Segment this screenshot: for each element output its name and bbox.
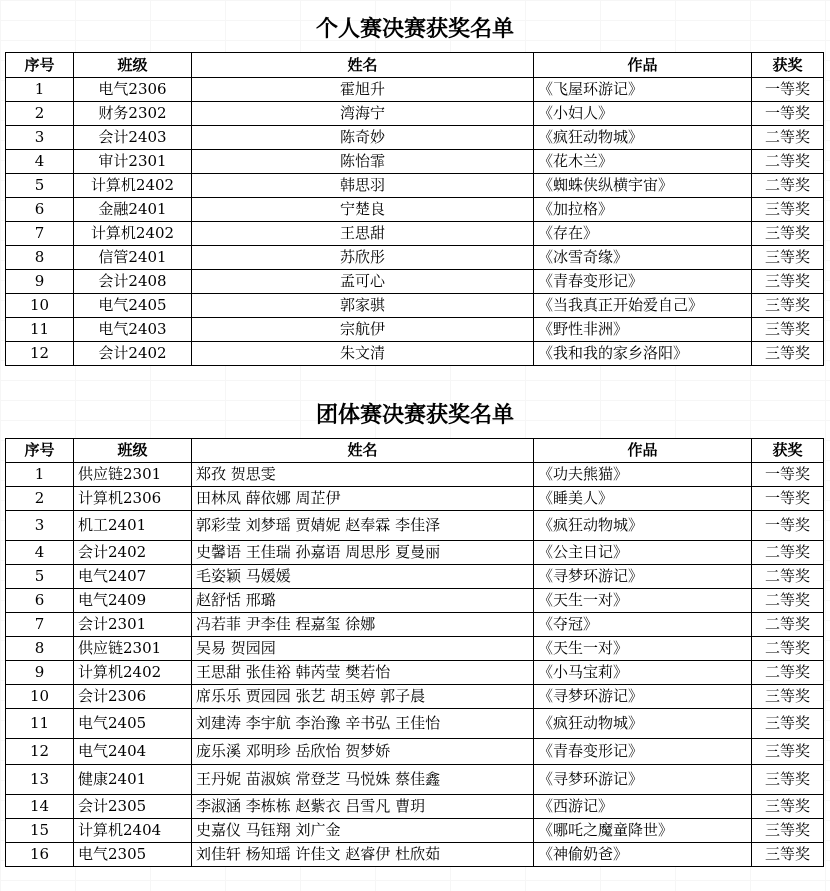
cell-name: 席乐乐 贾园园 张艺 胡玉婷 郭子晨 [192,685,534,709]
cell-index: 7 [6,613,74,637]
cell-award: 一等奖 [752,487,824,511]
cell-award: 三等奖 [752,222,824,246]
cell-name: 王丹妮 苗淑嫔 常登芝 马悦姝 蔡佳鑫 [192,765,534,795]
cell-award: 二等奖 [752,661,824,685]
table-row [6,246,824,270]
team-title: 团体赛决赛获奖名单 [315,403,514,428]
cell-name: 赵舒恬 邢璐 [192,589,534,613]
cell-work: 《夺冠》 [534,613,752,637]
cell-name: 史嘉仪 马钰翔 刘广金 [192,819,534,843]
table-row [6,709,824,739]
cell-class: 财务2302 [74,102,192,126]
cell-name: 庞乐溪 邓明珍 岳欣怡 贺梦娇 [192,739,534,765]
header-name: 姓名 [192,439,534,463]
table-row [6,685,824,709]
cell-index: 14 [6,795,74,819]
cell-award: 三等奖 [752,709,824,739]
cell-work: 《小妇人》 [534,102,752,126]
table-row [6,765,824,795]
header-row [6,53,824,78]
cell-name: 陈怡霏 [192,150,534,174]
cell-class: 审计2301 [74,150,192,174]
table-row [6,174,824,198]
cell-class: 计算机2402 [74,222,192,246]
cell-class: 信管2401 [74,246,192,270]
header-work: 作品 [534,53,752,78]
cell-work: 《野性非洲》 [534,318,752,342]
table-row [6,589,824,613]
cell-work: 《功夫熊猫》 [534,463,752,487]
cell-class: 会计2306 [74,685,192,709]
cell-index: 9 [6,661,74,685]
cell-index: 3 [6,511,74,541]
cell-index: 8 [6,637,74,661]
individual-award-table [5,52,824,366]
cell-index: 8 [6,246,74,270]
header-award: 获奖 [752,439,824,463]
cell-index: 7 [6,222,74,246]
cell-award: 三等奖 [752,246,824,270]
team-award-table [5,438,824,867]
cell-award: 二等奖 [752,637,824,661]
cell-class: 会计2402 [74,541,192,565]
cell-name: 郭彩莹 刘梦瑶 贾婧妮 赵奉霖 李佳泽 [192,511,534,541]
cell-award: 二等奖 [752,541,824,565]
cell-index: 12 [6,739,74,765]
cell-award: 二等奖 [752,565,824,589]
cell-work: 《疯狂动物城》 [534,709,752,739]
cell-name: 韩思羽 [192,174,534,198]
table-row [6,150,824,174]
cell-index: 12 [6,342,74,366]
cell-work: 《公主日记》 [534,541,752,565]
cell-class: 会计2402 [74,342,192,366]
cell-class: 机工2401 [74,511,192,541]
table-row [6,222,824,246]
cell-index: 13 [6,765,74,795]
table-row [6,541,824,565]
cell-index: 10 [6,294,74,318]
cell-index: 9 [6,270,74,294]
cell-index: 6 [6,589,74,613]
cell-index: 5 [6,565,74,589]
cell-award: 三等奖 [752,795,824,819]
cell-award: 一等奖 [752,511,824,541]
cell-class: 电气2407 [74,565,192,589]
cell-index: 16 [6,843,74,867]
cell-work: 《疯狂动物城》 [534,126,752,150]
table-row [6,463,824,487]
cell-name: 刘佳轩 杨知瑶 许佳文 赵睿伊 杜欣茹 [192,843,534,867]
cell-class: 会计2301 [74,613,192,637]
cell-award: 三等奖 [752,765,824,795]
cell-work: 《存在》 [534,222,752,246]
cell-class: 电气2404 [74,739,192,765]
cell-name: 朱文清 [192,342,534,366]
cell-award: 三等奖 [752,198,824,222]
cell-award: 二等奖 [752,126,824,150]
cell-work: 《我和我的家乡洛阳》 [534,342,752,366]
cell-name: 毛姿颖 马媛媛 [192,565,534,589]
cell-name: 田林凤 薛依娜 周芷伊 [192,487,534,511]
cell-class: 计算机2402 [74,661,192,685]
table-row [6,613,824,637]
cell-name: 冯若菲 尹李佳 程嘉玺 徐娜 [192,613,534,637]
cell-class: 计算机2306 [74,487,192,511]
cell-name: 孟可心 [192,270,534,294]
individual-title: 个人赛决赛获奖名单 [315,17,514,42]
cell-award: 三等奖 [752,270,824,294]
cell-class: 电气2409 [74,589,192,613]
table-row [6,198,824,222]
cell-award: 三等奖 [752,843,824,867]
cell-work: 《当我真正开始爱自己》 [534,294,752,318]
cell-class: 健康2401 [74,765,192,795]
cell-work: 《天生一对》 [534,637,752,661]
cell-name: 宗航伊 [192,318,534,342]
cell-index: 2 [6,487,74,511]
header-index: 序号 [6,53,74,78]
cell-work: 《寻梦环游记》 [534,685,752,709]
cell-class: 供应链2301 [74,463,192,487]
cell-award: 一等奖 [752,463,824,487]
cell-work: 《花木兰》 [534,150,752,174]
table-row [6,342,824,366]
table-row [6,78,824,102]
cell-class: 电气2403 [74,318,192,342]
cell-index: 2 [6,102,74,126]
cell-class: 电气2306 [74,78,192,102]
cell-award: 三等奖 [752,294,824,318]
header-index: 序号 [6,439,74,463]
cell-index: 15 [6,819,74,843]
cell-name: 苏欣彤 [192,246,534,270]
cell-index: 10 [6,685,74,709]
cell-index: 4 [6,541,74,565]
cell-index: 4 [6,150,74,174]
cell-class: 电气2405 [74,709,192,739]
cell-award: 二等奖 [752,589,824,613]
cell-work: 《哪吒之魔童降世》 [534,819,752,843]
cell-work: 《加拉格》 [534,198,752,222]
cell-class: 电气2305 [74,843,192,867]
header-class: 班级 [74,439,192,463]
cell-name: 王思甜 张佳裕 韩芮莹 樊若怡 [192,661,534,685]
cell-name: 郭家骐 [192,294,534,318]
cell-work: 《青春变形记》 [534,739,752,765]
cell-award: 三等奖 [752,739,824,765]
table-row [6,739,824,765]
cell-name: 刘建涛 李宇航 李治豫 辛书弘 王佳怡 [192,709,534,739]
cell-index: 6 [6,198,74,222]
header-award: 获奖 [752,53,824,78]
header-work: 作品 [534,439,752,463]
cell-name: 吴易 贺园园 [192,637,534,661]
cell-class: 会计2305 [74,795,192,819]
cell-award: 三等奖 [752,685,824,709]
cell-award: 一等奖 [752,102,824,126]
header-row [6,439,824,463]
cell-work: 《天生一对》 [534,589,752,613]
cell-name: 史馨语 王佳瑞 孙嘉语 周思彤 夏曼丽 [192,541,534,565]
table-row [6,795,824,819]
cell-work: 《小马宝莉》 [534,661,752,685]
cell-work: 《寻梦环游记》 [534,765,752,795]
cell-work: 《寻梦环游记》 [534,565,752,589]
cell-name: 湾海宁 [192,102,534,126]
cell-name: 陈奇妙 [192,126,534,150]
cell-award: 二等奖 [752,174,824,198]
cell-award: 二等奖 [752,150,824,174]
cell-award: 一等奖 [752,78,824,102]
table-row [6,511,824,541]
cell-name: 王思甜 [192,222,534,246]
cell-work: 《睡美人》 [534,487,752,511]
cell-class: 计算机2404 [74,819,192,843]
cell-index: 3 [6,126,74,150]
cell-work: 《疯狂动物城》 [534,511,752,541]
cell-name: 郑孜 贺思雯 [192,463,534,487]
table-row [6,565,824,589]
table-row [6,819,824,843]
cell-work: 《西游记》 [534,795,752,819]
cell-class: 金融2401 [74,198,192,222]
table-row [6,318,824,342]
cell-name: 霍旭升 [192,78,534,102]
cell-work: 《飞屋环游记》 [534,78,752,102]
cell-work: 《蜘蛛侠纵横宇宙》 [534,174,752,198]
cell-name: 宁楚良 [192,198,534,222]
cell-index: 1 [6,78,74,102]
cell-class: 电气2405 [74,294,192,318]
cell-work: 《冰雪奇缘》 [534,246,752,270]
table-row [6,661,824,685]
cell-class: 供应链2301 [74,637,192,661]
cell-index: 1 [6,463,74,487]
cell-index: 5 [6,174,74,198]
cell-work: 《神偷奶爸》 [534,843,752,867]
cell-class: 会计2403 [74,126,192,150]
cell-index: 11 [6,318,74,342]
header-class: 班级 [74,53,192,78]
table-row [6,102,824,126]
cell-class: 会计2408 [74,270,192,294]
cell-award: 三等奖 [752,342,824,366]
cell-index: 11 [6,709,74,739]
cell-name: 李淑涵 李栋栋 赵紫衣 吕雪凡 曹玥 [192,795,534,819]
cell-award: 三等奖 [752,318,824,342]
cell-class: 计算机2402 [74,174,192,198]
cell-award: 二等奖 [752,613,824,637]
header-name: 姓名 [192,53,534,78]
table-row [6,637,824,661]
table-row [6,126,824,150]
table-row [6,487,824,511]
table-row [6,270,824,294]
table-row [6,843,824,867]
cell-work: 《青春变形记》 [534,270,752,294]
table-row [6,294,824,318]
cell-award: 三等奖 [752,819,824,843]
